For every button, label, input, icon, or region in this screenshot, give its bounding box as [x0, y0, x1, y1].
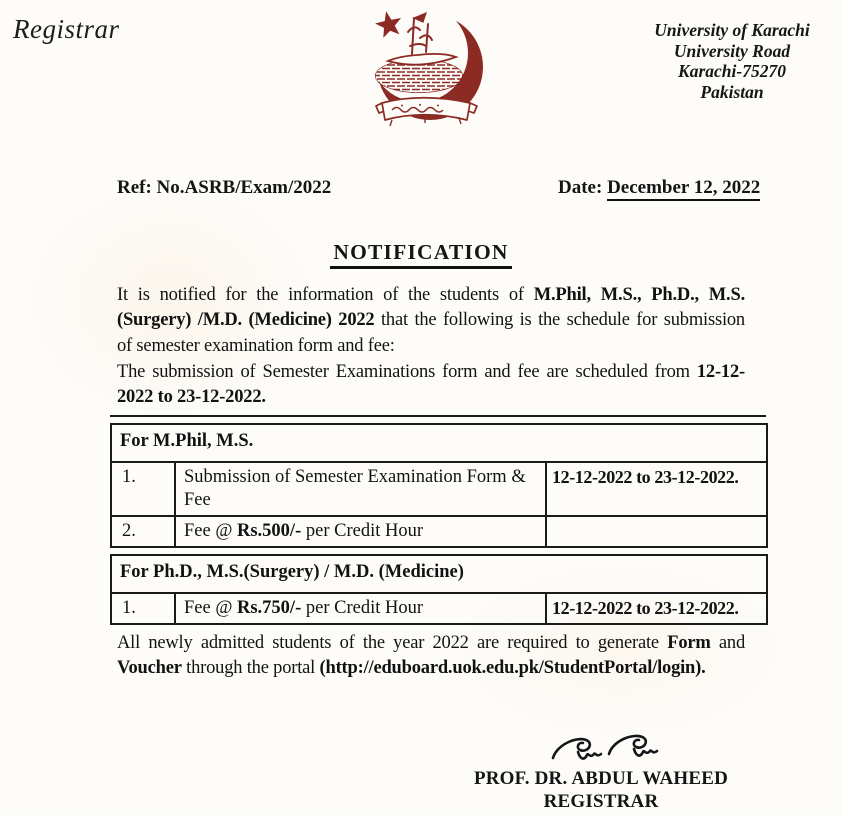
portal-paragraph — [117, 631, 745, 682]
table-row — [111, 593, 767, 624]
date-line — [558, 177, 760, 199]
fee-schedule-table-phd-md — [110, 554, 768, 625]
university-of-karachi-crest-logo — [362, 4, 494, 128]
schedule-paragraph — [117, 360, 745, 411]
notification-title: NOTIFICATION — [330, 240, 511, 269]
reference-number: Ref: No.ASRB/Exam/2022 — [117, 177, 332, 198]
address-line: Pakistan — [700, 81, 764, 102]
table-header-row — [111, 555, 767, 593]
date-label: Date: — [558, 177, 608, 198]
description-cell: Submission of Semester Examination Form & Fee — [175, 462, 546, 516]
paragraph-line: All newly admitted students of the year 2022 are required to generate Form and — [117, 633, 745, 653]
table-header-row — [111, 424, 767, 462]
paragraph-line: (Surgery) /M.D. (Medicine) 2022 that the following is the schedule for submission — [117, 310, 745, 331]
notification-title-row — [0, 240, 842, 269]
table-title: For Ph.D., M.S.(Surgery) / M.D. (Medicine) — [111, 555, 767, 593]
signatory-title: REGISTRAR — [543, 790, 659, 812]
serial-cell: 1. — [111, 462, 175, 516]
table-row — [111, 516, 767, 547]
table-title: For M.Phil, M.S. — [111, 424, 767, 462]
address-line: University of Karachi — [654, 20, 810, 40]
date-value: December 12, 2022 — [607, 177, 760, 201]
scroll-banner-icon — [376, 98, 477, 126]
signatory-block — [466, 768, 736, 813]
date-range-cell: 12-12-2022 to 23-12-2022. — [546, 593, 767, 624]
signature-scribble — [549, 728, 675, 772]
ruled-line — [110, 546, 766, 548]
description-cell: Fee @ Rs.750/- per Credit Hour — [175, 593, 546, 624]
signatory-name: PROF. DR. ABDUL WAHEED — [473, 768, 729, 789]
table-row — [111, 462, 767, 516]
serial-cell: 1. — [111, 593, 175, 624]
date-range-cell: 12-12-2022 to 23-12-2022. — [546, 462, 767, 516]
fee-schedule-table-mphil-wrap — [110, 415, 766, 548]
serial-cell: 2. — [111, 516, 175, 547]
date-range-cell — [546, 516, 767, 547]
fee-schedule-table-mphil-ms — [110, 423, 768, 548]
ruled-line — [110, 415, 766, 417]
paragraph-line: of semester examination form and fee: — [117, 335, 395, 356]
paragraph-line: 2022 to 23-12-2022. — [117, 387, 266, 408]
registrar-corner-label: Registrar — [13, 14, 120, 44]
address-line: University Road — [673, 40, 791, 61]
fee-schedule-table-phd-wrap — [110, 546, 766, 625]
paragraph-line: Voucher through the portal (http://eduboard.uok.edu.pk/StudentPortal/login). — [117, 658, 706, 679]
paragraph-line: The submission of Semester Examinations form and fee are scheduled from 12-12- — [117, 362, 745, 382]
description-cell: Fee @ Rs.500/- per Credit Hour — [175, 516, 546, 547]
intro-paragraph — [117, 283, 745, 359]
university-address-block — [628, 20, 836, 102]
address-line: Karachi-75270 — [678, 61, 786, 81]
paragraph-line: It is notified for the information of the students of M.Phil, M.S., Ph.D., M.S. — [117, 285, 745, 305]
